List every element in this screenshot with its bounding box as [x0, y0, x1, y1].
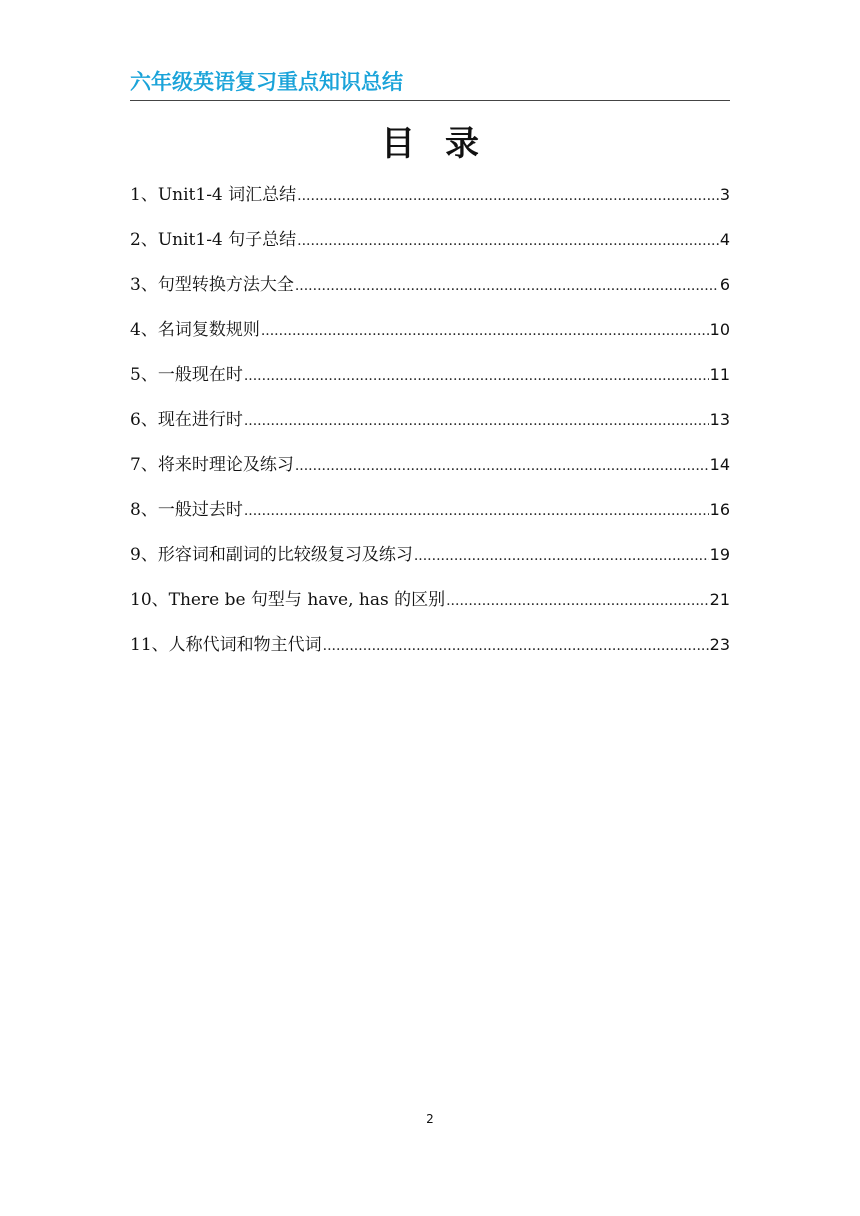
toc-dot-leader: [297, 183, 719, 209]
toc-entry[interactable]: [130, 497, 730, 542]
toc-entry-page: 10: [709, 320, 730, 339]
toc-entry-title: Unit1-4 句子总结: [157, 230, 297, 250]
toc-entry[interactable]: [130, 407, 730, 452]
toc-entry[interactable]: [130, 317, 730, 362]
toc-entry-title: Unit1-4 词汇总结: [157, 185, 297, 205]
toc-entry-page: 13: [709, 410, 730, 429]
toc-entry[interactable]: [130, 272, 730, 317]
toc-entry-number: 2、: [130, 230, 158, 250]
toc-dot-leader: [244, 363, 709, 389]
toc-dot-leader: [244, 408, 709, 434]
toc-entry-number: 1、: [130, 185, 158, 205]
toc-dot-leader: [446, 588, 709, 614]
toc-entry-title: There be 句型与 have, has 的区别: [168, 590, 446, 610]
toc-entry[interactable]: [130, 632, 730, 677]
toc-entry-title: 形容词和副词的比较级复习及练习: [157, 545, 413, 565]
toc-entry-page: 4: [719, 230, 730, 249]
toc-dot-leader: [261, 318, 709, 344]
toc-entry[interactable]: [130, 587, 730, 632]
toc-entry-title: 将来时理论及练习: [157, 455, 294, 475]
toc-entry[interactable]: [130, 227, 730, 272]
toc-entry-number: 6、: [130, 410, 158, 430]
toc-entry-page: 14: [709, 455, 730, 474]
toc-entry-page: 23: [709, 635, 730, 654]
toc-entry-number: 3、: [130, 275, 158, 295]
toc-entry-number: 4、: [130, 320, 158, 340]
toc-entry-title: 名词复数规则: [157, 320, 260, 340]
toc-entry-page: 16: [709, 500, 730, 519]
table-of-contents: [130, 182, 730, 677]
toc-entry-page: 19: [709, 545, 730, 564]
toc-dot-leader: [244, 498, 709, 524]
toc-entry[interactable]: [130, 182, 730, 227]
toc-entry-number: 10、: [130, 590, 169, 610]
toc-entry-title: 人称代词和物主代词: [168, 635, 322, 655]
toc-entry[interactable]: [130, 542, 730, 587]
toc-entry-title: 一般过去时: [157, 500, 243, 520]
toc-entry-number: 5、: [130, 365, 158, 385]
toc-dot-leader: [414, 543, 709, 569]
toc-entry-title: 现在进行时: [157, 410, 243, 430]
page-header: [130, 62, 730, 101]
toc-entry-page: 3: [719, 185, 730, 204]
toc-dot-leader: [295, 453, 709, 479]
page-number: 2: [426, 1112, 434, 1126]
toc-entry-title: 句型转换方法大全: [157, 275, 294, 295]
toc-dot-leader: [297, 228, 719, 254]
toc-entry-number: 9、: [130, 545, 158, 565]
toc-entry-page: 11: [709, 365, 730, 384]
toc-dot-leader: [323, 633, 709, 659]
toc-entry-number: 7、: [130, 455, 158, 475]
toc-entry-number: 8、: [130, 500, 158, 520]
toc-heading: 目录: [381, 124, 509, 164]
toc-entry-page: 6: [719, 275, 730, 294]
toc-entry-page: 21: [709, 590, 730, 609]
toc-dot-leader: [295, 273, 719, 299]
toc-entry[interactable]: [130, 362, 730, 407]
header-title: 六年级英语复习重点知识总结: [130, 70, 403, 94]
toc-entry[interactable]: [130, 452, 730, 497]
toc-entry-title: 一般现在时: [157, 365, 243, 385]
toc-entry-number: 11、: [130, 635, 169, 655]
